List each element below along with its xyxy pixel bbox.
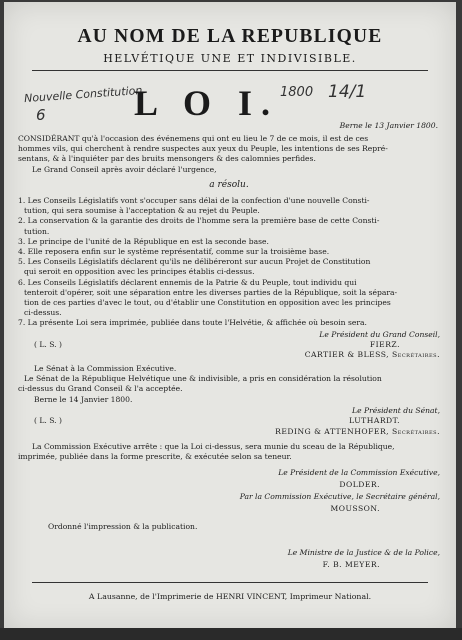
sig3-role: Le Président de la Commission Exécutive, [278,468,440,477]
commission-line: La Commission Exécutive arrête : que la Loi ci-dessus, sera munie du sceau de la République, [32,442,395,451]
article-line: 7. La présente Loi sera imprimée, publiée dans toute l'Helvétie, & affichée où besoin sera. [18,318,367,328]
sig2-seal: ( L. S. ) [34,416,62,425]
senate-block [18,364,440,405]
preamble-line: sentans, & à l'inquiéter par des bruits mensongers & des calomnies perfides. [18,154,316,164]
resolved-heading: a résolu. [209,180,249,190]
preamble-line: CONSIDÉRANT qu'à l'occasion des événemens qui ont eu lieu le 7 de ce mois, il est de ces [18,134,369,143]
article-line: tion de ces parties d'avec le tout, ou d'établir une Constitution en opposition avec les principes [24,298,391,308]
senate-line: ci-dessus du Grand Conseil & l'a acceptée. [18,384,183,394]
sig4-role: Le Ministre de la Justice & de la Police, [287,548,440,557]
article-line: 6. Les Conseils Législatifs déclarent ennemis de la Patrie & du Peuple, tout individu qui [18,277,357,287]
law-title: L O I. [134,83,280,123]
sig1-secretaries: CARTIER & BLESS, Secrétaires. [304,350,440,359]
senate-line: Berne le 14 Janvier 1800. [34,394,133,404]
articles [18,196,440,329]
scan-background [0,628,462,640]
article-line: 2. La conservation & la garantie des droits de l'homme sera la première base de cette Consti- [18,216,380,226]
sig1-role: Le Président du Grand Conseil, [319,330,440,339]
sig4-name: F. B. MEYER. [322,560,380,569]
commission-line: imprimée, publiée dans la forme prescrite, & exécutée selon sa teneur. [18,452,292,462]
article-line: 5. Les Conseils Législatifs déclarent qu'ils ne délibéreront sur aucun Projet de Constitution [18,257,371,267]
preamble-line: hommes vils, qui cherchent à rendre suspectes aux yeux du Peuple, les intentions de ses Repré- [18,144,388,154]
sig3-secretary: MOUSSON. [330,504,380,513]
sig1-seal: ( L. S. ) [34,340,62,349]
preamble-line: Le Grand Conseil après avoir déclaré l'urgence, [32,164,217,174]
senate-line: Le Sénat de la République Helvétique une & indivisible, a pris en considération la résolution [24,374,382,384]
article-line: ci-dessus. [24,308,62,318]
sig3-name: DOLDER. [339,480,380,489]
sig3-by: Par la Commission Exécutive, le Secrétaire général, [239,492,440,501]
handwritten-fraction: 14/1 [328,82,367,102]
header-title: AU NOM DE LA REPUBLIQUE [77,26,383,47]
senate-line: Le Sénat à la Commission Exécutive. [34,364,177,373]
sig2-role: Le Président du Sénat, [352,406,440,415]
header-subtitle: HELVÉTIQUE UNE ET INDIVISIBLE. [103,52,357,65]
article-line: 1. Les Conseils Législatifs vont s'occuper sans délai de la confection d'une nouvelle Consti- [18,196,370,205]
sig2-name: LUTHARDT. [349,416,400,425]
article-line: tenteroit d'opérer, soit une séparation entre les diverses parties de la République, soit la sépara- [24,287,398,297]
order-line: Ordonné l'impression & la publication. [48,522,198,531]
article-line: 3. Le principe de l'unité de la République en est la seconde base. [18,236,269,246]
commission-block [18,442,440,462]
sig2-secretaries: REDING & ATTENHOFER, Secrétaires. [275,427,440,436]
article-line: tution. [24,226,50,236]
sig1-name: FIERZ. [369,340,400,349]
handwritten-note: Nouvelle Constitution [23,83,143,106]
preamble [18,134,440,175]
article-line: tution, qui sera soumise à l'acceptation & au rejet du Peuple. [24,206,260,216]
handwritten-number: 6 [36,106,46,124]
article-line: qui seroit en opposition avec les principes établis ci-dessus. [24,267,255,277]
article-line: 4. Elle reposera enfin sur le système représentatif, comme sur la troisième base. [18,247,330,257]
handwritten-year: 1800 [280,85,314,100]
printer-footer: A Lausanne, de l'Imprimerie de HENRI VINCENT, Imprimeur National. [88,592,372,601]
date-line: Berne le 13 Janvier 1800. [339,121,438,130]
footer-rule [32,582,428,583]
header-rule [32,70,428,71]
document-page [4,2,456,630]
